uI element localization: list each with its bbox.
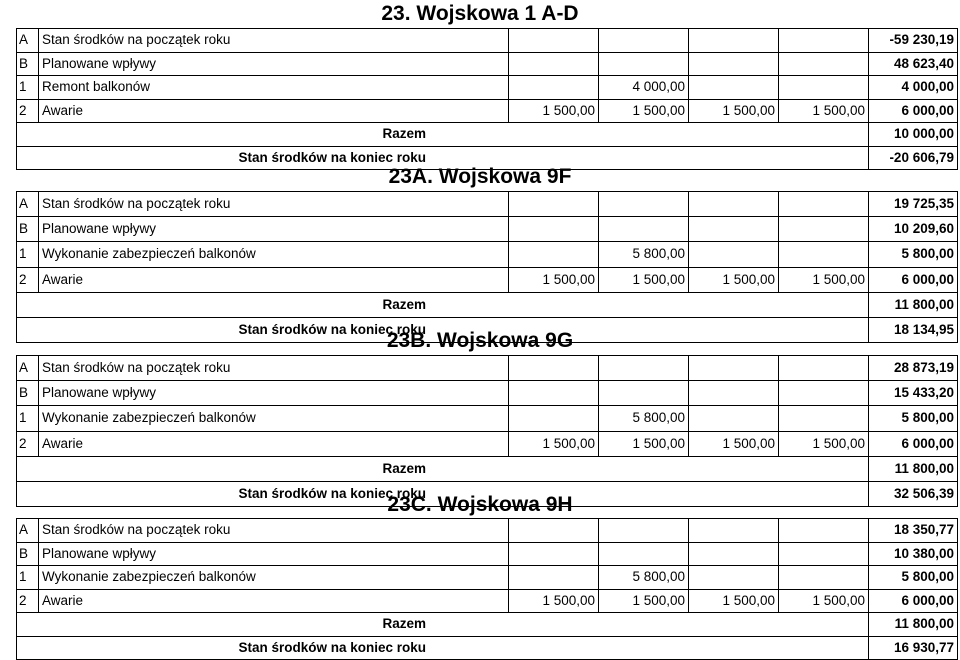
row-code[interactable]: 2: [17, 99, 39, 123]
value-cell-q2[interactable]: [599, 29, 689, 53]
table-row: [17, 29, 958, 53]
table-row: [17, 406, 958, 431]
table-row: [17, 589, 958, 613]
table-row: [17, 76, 958, 100]
value-cell-q4[interactable]: [779, 519, 869, 543]
table-row: [17, 381, 958, 406]
row-label[interactable]: Remont balkonów: [39, 76, 509, 100]
value-cell-q2[interactable]: 1 500,00: [599, 267, 689, 292]
value-cell-q1[interactable]: [509, 192, 599, 217]
value-cell-q2[interactable]: [599, 542, 689, 566]
end-balance-label: Stan środków na koniec roku: [17, 482, 869, 507]
value-cell-q4[interactable]: [779, 381, 869, 406]
row-code[interactable]: 2: [17, 267, 39, 292]
section-title: 23. Wojskowa 1 A-D: [381, 2, 579, 25]
value-cell-q1[interactable]: 1 500,00: [509, 589, 599, 613]
summary-row: [17, 456, 958, 481]
value-cell-q3[interactable]: 1 500,00: [689, 267, 779, 292]
section-table: [16, 191, 958, 343]
value-cell-q1[interactable]: [509, 566, 599, 590]
value-cell-q4[interactable]: [779, 406, 869, 431]
end-balance-value[interactable]: 18 134,95: [869, 318, 958, 343]
value-cell-q3[interactable]: [689, 566, 779, 590]
row-total[interactable]: 15 433,20: [869, 381, 958, 406]
value-cell-q1[interactable]: [509, 356, 599, 381]
table-row: [17, 356, 958, 381]
value-cell-q4[interactable]: 1 500,00: [779, 431, 869, 456]
value-cell-q4[interactable]: 1 500,00: [779, 99, 869, 123]
row-code[interactable]: 1: [17, 242, 39, 267]
table-row: [17, 52, 958, 76]
table-row: [17, 99, 958, 123]
row-code[interactable]: A: [17, 192, 39, 217]
row-code[interactable]: 2: [17, 589, 39, 613]
summary-row: [17, 613, 958, 637]
value-cell-q3[interactable]: [689, 29, 779, 53]
value-cell-q3[interactable]: [689, 356, 779, 381]
value-cell-q3[interactable]: 1 500,00: [689, 99, 779, 123]
table-row: [17, 566, 958, 590]
value-cell-q3[interactable]: [689, 52, 779, 76]
row-total[interactable]: 5 800,00: [869, 242, 958, 267]
table-row: [17, 242, 958, 267]
row-total[interactable]: 28 873,19: [869, 356, 958, 381]
value-cell-q4[interactable]: [779, 217, 869, 242]
value-cell-q4[interactable]: [779, 566, 869, 590]
section-title: 23B. Wojskowa 9G: [386, 329, 574, 352]
value-cell-q1[interactable]: [509, 242, 599, 267]
value-cell-q3[interactable]: [689, 406, 779, 431]
value-cell-q4[interactable]: [779, 356, 869, 381]
row-code[interactable]: 2: [17, 431, 39, 456]
value-cell-q1[interactable]: [509, 29, 599, 53]
row-total[interactable]: 5 800,00: [869, 566, 958, 590]
value-cell-q2[interactable]: 1 500,00: [599, 431, 689, 456]
table-row: [17, 217, 958, 242]
razem-label: Razem: [17, 613, 869, 637]
table-row: [17, 192, 958, 217]
value-cell-q2[interactable]: 5 800,00: [599, 566, 689, 590]
value-cell-q1[interactable]: 1 500,00: [509, 431, 599, 456]
section-table: [16, 28, 958, 170]
value-cell-q2[interactable]: [599, 192, 689, 217]
value-cell-q1[interactable]: [509, 381, 599, 406]
table-row: [17, 542, 958, 566]
value-cell-q1[interactable]: [509, 406, 599, 431]
value-cell-q4[interactable]: [779, 242, 869, 267]
value-cell-q2[interactable]: 5 800,00: [599, 406, 689, 431]
row-label[interactable]: Awarie: [39, 589, 509, 613]
row-total[interactable]: 6 000,00: [869, 267, 958, 292]
row-total[interactable]: 48 623,40: [869, 52, 958, 76]
end-balance-value[interactable]: 32 506,39: [869, 482, 958, 507]
razem-label: Razem: [17, 292, 869, 317]
value-cell-q3[interactable]: 1 500,00: [689, 589, 779, 613]
row-total[interactable]: -59 230,19: [869, 29, 958, 53]
value-cell-q3[interactable]: [689, 76, 779, 100]
value-cell-q1[interactable]: 1 500,00: [509, 99, 599, 123]
row-label[interactable]: Awarie: [39, 267, 509, 292]
row-total[interactable]: 4 000,00: [869, 76, 958, 100]
value-cell-q4[interactable]: [779, 192, 869, 217]
row-total[interactable]: 19 725,35: [869, 192, 958, 217]
row-total[interactable]: 10 380,00: [869, 542, 958, 566]
row-code[interactable]: A: [17, 519, 39, 543]
razem-value[interactable]: 11 800,00: [869, 613, 958, 637]
value-cell-q1[interactable]: [509, 76, 599, 100]
row-label[interactable]: Stan środków na początek roku: [39, 519, 509, 543]
row-code[interactable]: 1: [17, 76, 39, 100]
value-cell-q3[interactable]: [689, 519, 779, 543]
value-cell-q2[interactable]: [599, 217, 689, 242]
value-cell-q3[interactable]: [689, 381, 779, 406]
value-cell-q3[interactable]: [689, 242, 779, 267]
summary-row: [17, 292, 958, 317]
value-cell-q2[interactable]: [599, 381, 689, 406]
row-label[interactable]: Planowane wpływy: [39, 52, 509, 76]
end-balance-value[interactable]: 16 930,77: [869, 636, 958, 660]
row-label[interactable]: Wykonanie zabezpieczeń balkonów: [39, 566, 509, 590]
table-row: [17, 267, 958, 292]
razem-value[interactable]: 11 800,00: [869, 456, 958, 481]
end-balance-value[interactable]: -20 606,79: [869, 146, 958, 170]
end-balance-label: Stan środków na koniec roku: [17, 146, 869, 170]
section-table: [16, 355, 958, 507]
summary-row: [17, 636, 958, 660]
row-code[interactable]: B: [17, 52, 39, 76]
value-cell-q3[interactable]: [689, 192, 779, 217]
row-total[interactable]: 6 000,00: [869, 589, 958, 613]
table-row: [17, 519, 958, 543]
row-code[interactable]: B: [17, 542, 39, 566]
row-label[interactable]: Planowane wpływy: [39, 381, 509, 406]
row-code[interactable]: 1: [17, 406, 39, 431]
row-total[interactable]: 6 000,00: [869, 99, 958, 123]
summary-row: [17, 123, 958, 147]
value-cell-q1[interactable]: 1 500,00: [509, 267, 599, 292]
section-table: [16, 518, 958, 660]
row-label[interactable]: Wykonanie zabezpieczeń balkonów: [39, 406, 509, 431]
value-cell-q2[interactable]: [599, 52, 689, 76]
end-balance-label: Stan środków na koniec roku: [17, 318, 869, 343]
value-cell-q4[interactable]: 1 500,00: [779, 267, 869, 292]
row-code[interactable]: A: [17, 356, 39, 381]
row-code[interactable]: B: [17, 381, 39, 406]
row-label[interactable]: Awarie: [39, 431, 509, 456]
row-label[interactable]: Wykonanie zabezpieczeń balkonów: [39, 242, 509, 267]
razem-value[interactable]: 10 000,00: [869, 123, 958, 147]
row-code[interactable]: B: [17, 217, 39, 242]
row-label[interactable]: Awarie: [39, 99, 509, 123]
row-total[interactable]: 18 350,77: [869, 519, 958, 543]
row-label[interactable]: Planowane wpływy: [39, 542, 509, 566]
value-cell-q3[interactable]: [689, 542, 779, 566]
razem-value[interactable]: 11 800,00: [869, 292, 958, 317]
row-total[interactable]: 10 209,60: [869, 217, 958, 242]
row-total[interactable]: 5 800,00: [869, 406, 958, 431]
razem-label: Razem: [17, 456, 869, 481]
value-cell-q2[interactable]: 1 500,00: [599, 589, 689, 613]
row-total[interactable]: 6 000,00: [869, 431, 958, 456]
table-row: [17, 431, 958, 456]
section-title: 23A. Wojskowa 9F: [388, 165, 572, 188]
value-cell-q1[interactable]: [509, 542, 599, 566]
value-cell-q1[interactable]: [509, 52, 599, 76]
value-cell-q1[interactable]: [509, 519, 599, 543]
value-cell-q2[interactable]: [599, 519, 689, 543]
value-cell-q4[interactable]: [779, 542, 869, 566]
row-label[interactable]: Stan środków na początek roku: [39, 192, 509, 217]
value-cell-q4[interactable]: [779, 29, 869, 53]
value-cell-q4[interactable]: [779, 52, 869, 76]
value-cell-q3[interactable]: [689, 217, 779, 242]
value-cell-q2[interactable]: [599, 356, 689, 381]
row-label[interactable]: Stan środków na początek roku: [39, 29, 509, 53]
row-label[interactable]: Stan środków na początek roku: [39, 356, 509, 381]
value-cell-q3[interactable]: 1 500,00: [689, 431, 779, 456]
razem-label: Razem: [17, 123, 869, 147]
value-cell-q2[interactable]: 5 800,00: [599, 242, 689, 267]
row-code[interactable]: 1: [17, 566, 39, 590]
row-code[interactable]: A: [17, 29, 39, 53]
value-cell-q2[interactable]: 1 500,00: [599, 99, 689, 123]
value-cell-q1[interactable]: [509, 217, 599, 242]
value-cell-q4[interactable]: [779, 76, 869, 100]
value-cell-q4[interactable]: 1 500,00: [779, 589, 869, 613]
end-balance-label: Stan środków na koniec roku: [17, 636, 869, 660]
value-cell-q2[interactable]: 4 000,00: [599, 76, 689, 100]
row-label[interactable]: Planowane wpływy: [39, 217, 509, 242]
section-title: 23C. Wojskowa 9H: [387, 493, 573, 516]
